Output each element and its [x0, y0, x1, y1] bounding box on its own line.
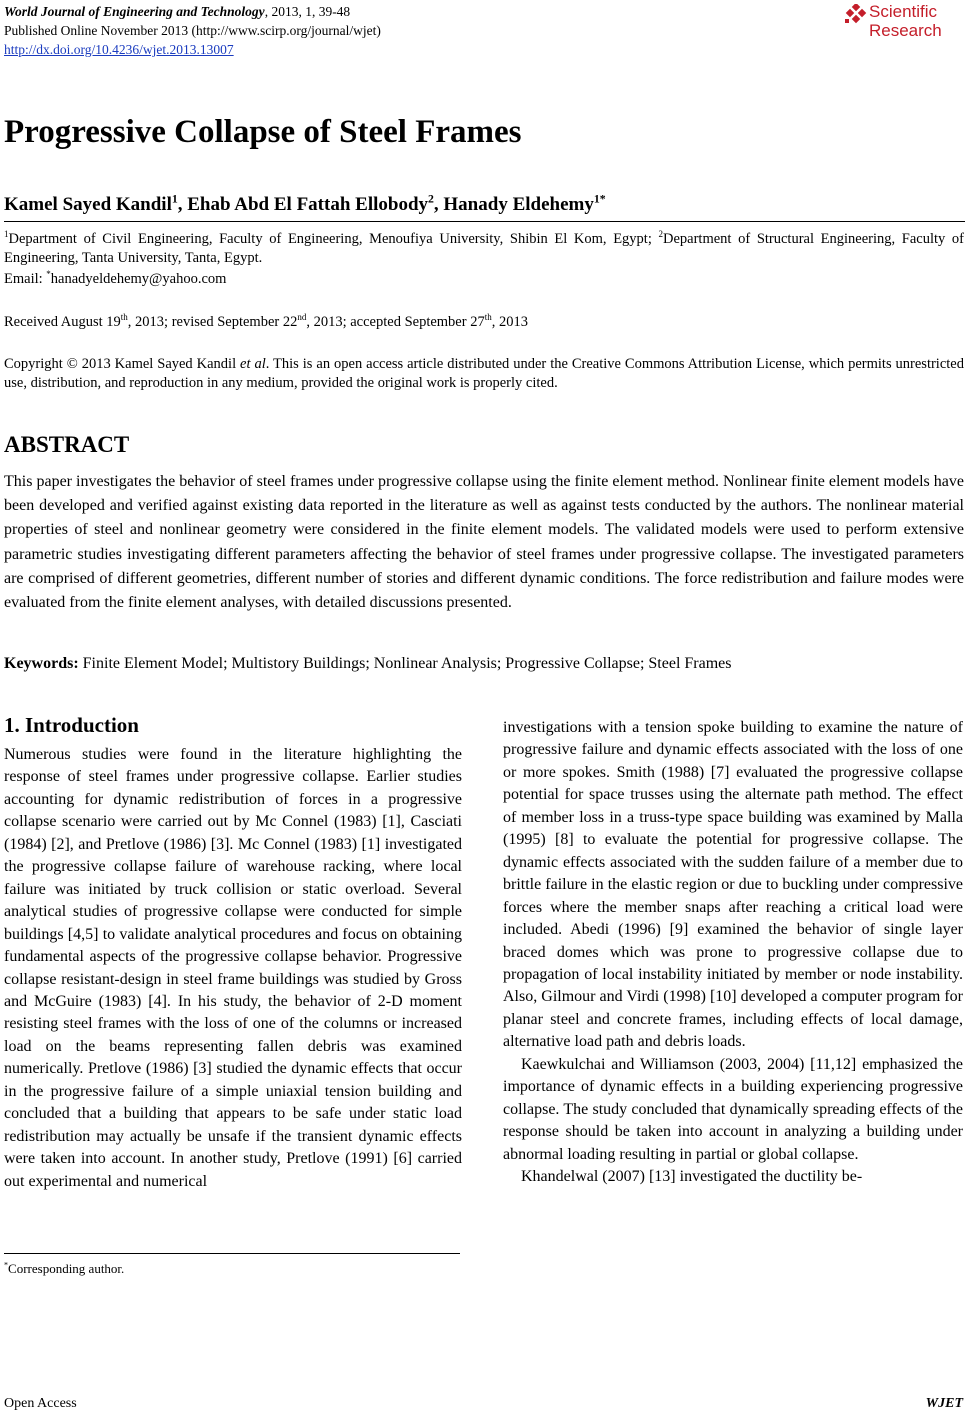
intro-paragraph-1: Numerous studies were found in the literature highlighting the response of steel frames under progressive collapse. Earlier studies accounting for dynamic redistribution of forces in a progressive collapse scenario were carried out by Mc Connel (1983) [1], Casciati (1984) [2], and Pretlove (1986) [3]. Mc Connel (1983) [1] investigated the progressive collapse failure of warehouse racking, where local failure was initiated by truck collision or static overload. Several analytical studies of progressive collapse were conducted for simple buildings [4,5] to validate analytical procedures and focus on obtaining fundamental aspects of the progressive collapse behavior. Progressive collapse resistant-design in steel frame buildings was studied by Gross and McGuire (1983) [4]. In his study, the behavior of 2-D moment resisting steel frames with the loss of one of the columns or increased load on the beams representing fallen debris was examined numerically. Pretlove (1986) [3] studied the dynamic effects that occur in the progressive failure of a simple uniaxial tension building and concluded that a building that appears to be safe under static load redistribution may actually be unsafe if the transient dynamic effects were taken into account. In another study, Pretlove (1991) [6] carried out experimental and numerical: [4, 746, 462, 1190]
copyright-notice: [4, 355, 964, 393]
affiliation-1: Department of Civil Engineering, Faculty of Engineering, Menoufiya University, Shibin El Kom, Egypt;: [8, 231, 659, 247]
affiliations: [4, 230, 964, 268]
keywords-label: Keywords:: [4, 655, 79, 672]
received-dates: [4, 313, 528, 332]
copyright-text-1: Copyright © 2013 Kamel Sayed Kandil: [4, 356, 241, 372]
email-label: Email:: [4, 271, 47, 287]
intro-paragraph-3: Khandelwal (2007) [13] investigated the ductility be-: [521, 1168, 863, 1186]
intro-paragraph-1-cont: investigations with a tension spoke building to examine the nature of progressive failure and dynamic effects associated with the loss of one or more spokes. Smith (1988) [7] evaluated the progressive collapse potential for space trusses using the alternate path method. The effect of member loss in a truss-type space building was examined by Malla (1995) [8] to evaluate the potential for progressive collapse. The dynamic effects associated with the sudden failure of a member due to brittle failure in the elastic region or due to buckling under compressive forces where the member snaps after reaching a critical load were included. Abedi (1996) [9] examined the behavior of single layer braced domes which was prone to progressive collapse due to propagation of local instability initiated by member or node instability. Also, Gilmour and Virdi (1998) [10] developed a computer program for planar steel and concrete frames, including effects of local damage, alternative load path and debris loads.: [503, 719, 963, 1051]
revised-part: , 2013; revised September 22: [127, 314, 298, 330]
journal-info: , 2013, 1, 39-48: [264, 4, 351, 19]
received-sup: th: [120, 312, 128, 323]
logo-mark-icon: [845, 4, 867, 26]
abstract-heading: ABSTRACT: [4, 432, 130, 457]
email-sup: *: [46, 269, 51, 280]
author-3-sup: 1*: [593, 192, 606, 206]
footnote-text: Corresponding author.: [8, 1261, 125, 1276]
email-line: [4, 270, 226, 289]
author-3: , Hanady Eldehemy: [433, 194, 594, 215]
keywords-text: Finite Element Model; Multistory Buildings; Nonlinear Analysis; Progressive Collapse; Steel Frames: [78, 655, 732, 672]
received-part: Received August 19: [4, 314, 121, 330]
paper-title: Progressive Collapse of Steel Frames: [4, 114, 522, 150]
aff-sup-1: 1: [4, 229, 9, 240]
doi-link[interactable]: http://dx.doi.org/10.4236/wjet.2013.13007: [4, 42, 234, 57]
copyright-text-2: . This is an open access article distributed under the Creative Commons Attribution License, which permits unrestricted use, distribution, and reproduction in any medium, provided the original work is properly cited.: [4, 356, 964, 391]
title-divider: [4, 221, 965, 222]
footer-open-access: Open Access: [4, 1396, 77, 1411]
author-1-sup: 1: [171, 192, 178, 206]
intro-paragraph-2: Kaewkulchai and Williamson (2003, 2004) [11,12] emphasized the importance of dynamic effects in a building experiencing progressive collapse. The study concluded that dynamically spreading effects of the response should be taken into account in analyzing a building under abnormal loading resulting in partial or global collapse.: [503, 1055, 963, 1163]
author-list: [4, 192, 606, 218]
abstract-text: This paper investigates the behavior of steel frames under progressive collapse using the finite element method. Nonlinear finite element models have been developed and verified against existing data reported in the literature as well as against tests conducted by the authors. The nonlinear material properties of steel and nonlinear geometry were considered in the finite element models. The validated models were used to perform extensive parametric studies investigating different parameters affecting the behavior of steel frames under progressive collapse. The investigated parameters are comprised of different geometries, different number of stories and different dynamic conditions. The force redistribution and failure modes were evaluated from the finite element analyses, with detailed discussions presented.: [4, 473, 964, 612]
affiliation-2: Department of Structural Engineering, Faculty of Engineering, Tanta University, Tanta, Egypt.: [4, 231, 964, 266]
footnote-divider: [4, 1253, 460, 1254]
email-address[interactable]: hanadyeldehemy@yahoo.com: [50, 271, 227, 287]
author-1: Kamel Sayed Kandil: [4, 194, 172, 215]
journal-name: World Journal of Engineering and Technology: [4, 4, 265, 19]
accepted-part: , 2013; accepted September 27: [306, 314, 485, 330]
footer-journal-abbrev: WJET: [925, 1396, 963, 1411]
revised-sup: nd: [297, 312, 307, 323]
year-part: , 2013: [491, 314, 528, 330]
author-2-sup: 2: [428, 192, 434, 206]
logo-text: Scientific Research: [869, 2, 942, 40]
copyright-etal: et al: [240, 356, 266, 372]
footnote: [4, 1260, 124, 1278]
left-column: [4, 744, 462, 1193]
publisher-logo: [845, 2, 963, 44]
journal-header: [4, 2, 381, 59]
footnote-sup: *: [4, 1260, 9, 1270]
author-2: , Ehab Abd El Fattah Ellobody: [177, 194, 429, 215]
published-line: Published Online November 2013 (http://www.scirp.org/journal/wjet): [4, 23, 381, 38]
aff-sup-2: 2: [658, 229, 664, 240]
right-column: [503, 717, 963, 1189]
accepted-sup: th: [484, 312, 492, 323]
introduction-heading: 1. Introduction: [4, 713, 139, 737]
keywords: [4, 652, 732, 676]
